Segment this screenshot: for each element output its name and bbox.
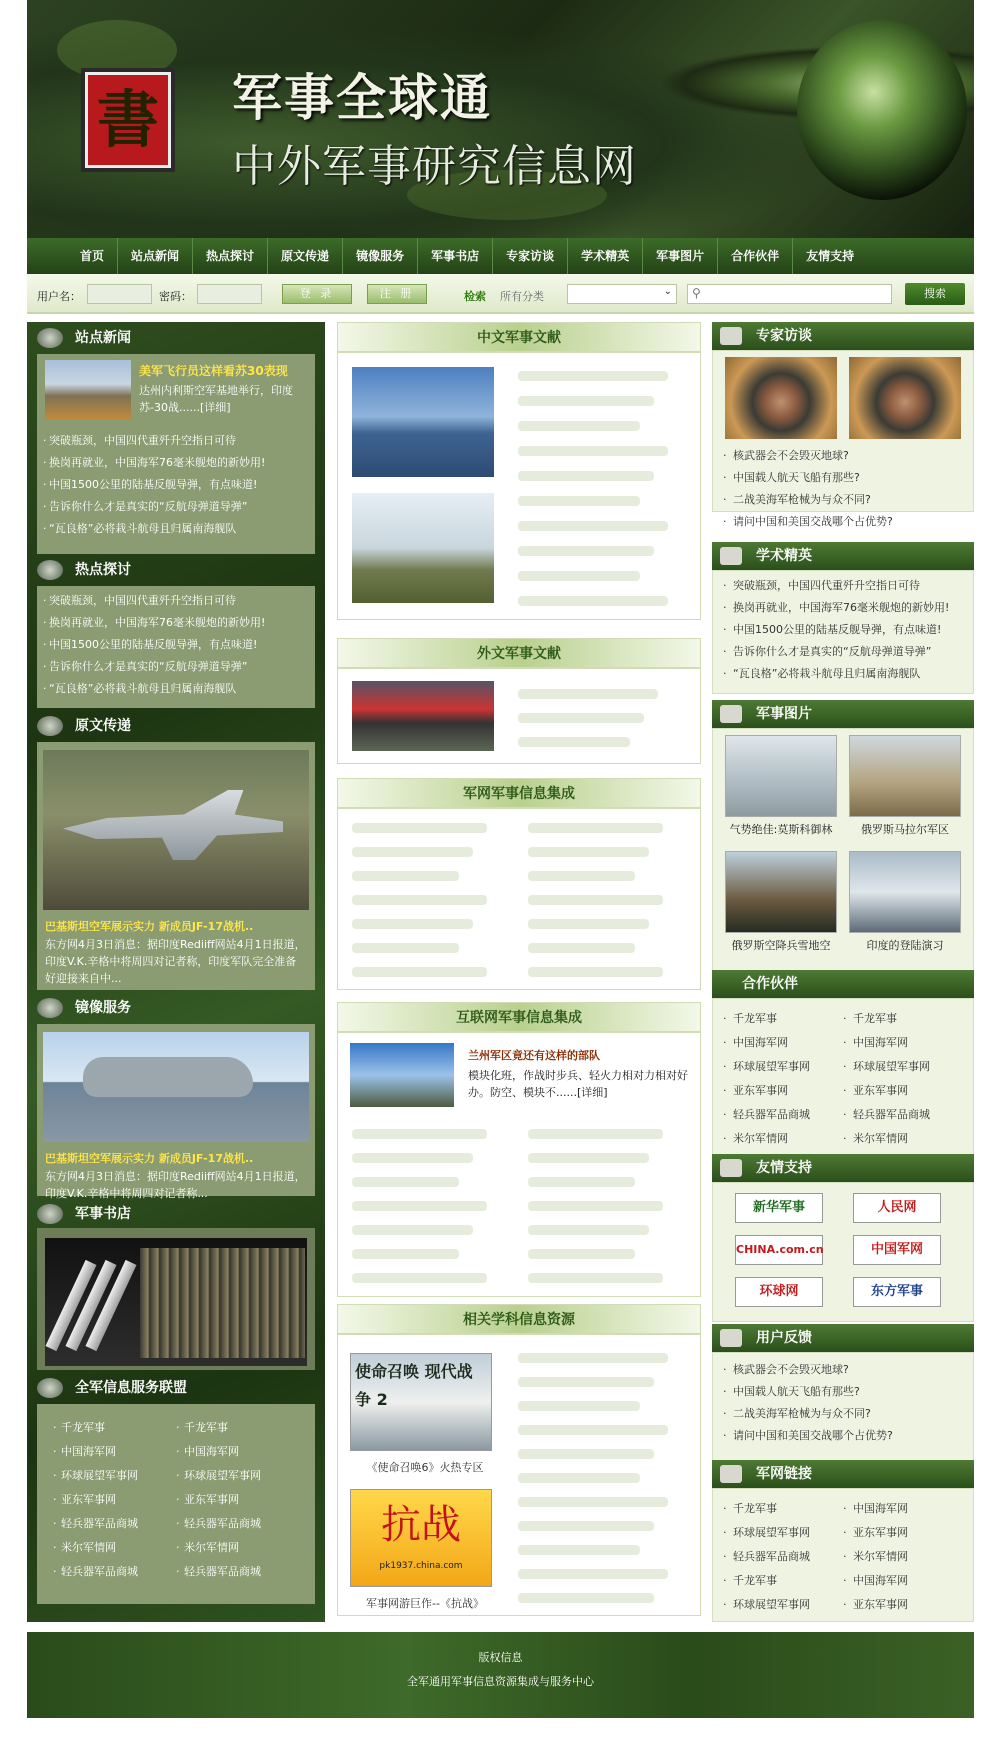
pic-caption[interactable]: 气势绝佳:莫斯科御林: [729, 823, 833, 836]
list-item[interactable]: · 中国1500公里的陆基反舰导弹，有点味道!: [713, 619, 973, 641]
expert-photo[interactable]: [849, 357, 961, 439]
friends-box: [712, 1182, 974, 1322]
register-button[interactable]: 注 册: [367, 284, 427, 304]
globe-image: [797, 20, 967, 200]
film-icon: [720, 547, 742, 565]
links-box: [712, 1488, 974, 1622]
doc-delivery-box: [37, 742, 315, 990]
blurred-text: [528, 895, 663, 905]
pic-caption[interactable]: 俄罗斯马拉尔军区: [861, 823, 949, 836]
doc-caption[interactable]: 巴基斯坦空军展示实力 新成员JF-17战机..: [45, 920, 254, 933]
link-item[interactable]: · 环球展望军事网: [176, 1464, 299, 1488]
partners-box: [712, 998, 974, 1168]
monitor-icon: [720, 1159, 742, 1177]
blurred-text: [528, 1249, 635, 1259]
crossed-swords-icon: [37, 560, 63, 580]
cn-docs-header[interactable]: 中文军事文献: [337, 322, 701, 352]
site-title: 军事全球通: [232, 69, 492, 127]
nav-bookstore[interactable]: 军事书店: [418, 238, 493, 274]
blurred-text: [528, 847, 649, 857]
pic-caption[interactable]: 印度的登陆演习: [866, 939, 944, 952]
bookstore-box: [37, 1228, 315, 1370]
friends-header: 友情支持: [712, 1154, 974, 1182]
blurred-text: [518, 1401, 640, 1411]
nav-elite[interactable]: 学术精英: [568, 238, 643, 274]
blurred-text: [352, 823, 487, 833]
middle-column: [337, 322, 701, 1622]
list-item[interactable]: · 告诉你什么才是真实的“反航母弹道导弹”: [43, 656, 309, 678]
blurred-text: [518, 421, 640, 431]
mirror-caption[interactable]: 巴基斯坦空军展示实力 新成员JF-17战机..: [45, 1152, 254, 1165]
list-item[interactable]: · 请问中国和美国交战哪个占优势?: [713, 511, 973, 533]
link-item[interactable]: · 轻兵器军品商城: [843, 1103, 963, 1127]
nav-expert[interactable]: 专家访谈: [493, 238, 568, 274]
list-item[interactable]: · 二战美海军枪械为与众不同?: [713, 489, 973, 511]
blurred-text: [528, 1201, 663, 1211]
mirror-header: 镜像服务: [27, 992, 325, 1024]
expert-header: 专家访谈: [712, 322, 974, 350]
link-item[interactable]: · 亚东军事网: [843, 1079, 963, 1103]
blurred-text: [518, 1425, 668, 1435]
links-header: 军网链接: [712, 1460, 974, 1488]
blurred-text: [352, 1225, 473, 1235]
friend-logo[interactable]: 东方军事: [853, 1277, 941, 1307]
list-item[interactable]: · “瓦良格”必将栽斗航母且归属南海舰队: [43, 678, 309, 700]
blurred-text: [518, 1593, 654, 1603]
link-item[interactable]: · 轻兵器军品商城: [723, 1545, 843, 1569]
feedback-box: [712, 1352, 974, 1462]
pic-thumb[interactable]: [725, 851, 837, 933]
list-item[interactable]: · 突破瓶颈，中国四代重歼升空指日可待: [713, 575, 973, 597]
link-item[interactable]: · 中国海军网: [53, 1440, 176, 1464]
missile-launcher-image[interactable]: [352, 493, 494, 603]
link-item[interactable]: · 环球展望军事网: [723, 1593, 843, 1617]
blurred-text: [518, 1377, 654, 1387]
nav-mirror[interactable]: 镜像服务: [343, 238, 418, 274]
expert-icon: [720, 327, 742, 345]
nav-friends[interactable]: 友情支持: [806, 249, 855, 263]
blurred-text: [518, 521, 668, 531]
blurred-text: [528, 919, 649, 929]
login-button[interactable]: 登 录: [282, 284, 352, 304]
foreign-docs-box: [337, 668, 701, 764]
aircraft-icon: [37, 716, 63, 736]
nav-hot-topics[interactable]: 热点探讨: [193, 238, 268, 274]
link-item[interactable]: · 轻兵器军品商城: [53, 1512, 176, 1536]
link-item[interactable]: · 中国海军网: [843, 1497, 963, 1521]
resource-box: [337, 1334, 701, 1616]
link-item[interactable]: · 米尔军情网: [723, 1127, 843, 1151]
friend-logo[interactable]: 新华军事: [735, 1193, 823, 1223]
jet-image[interactable]: [43, 750, 309, 910]
mirror-box: [37, 1024, 315, 1200]
link-item[interactable]: · 中国海军网: [176, 1440, 299, 1464]
category-label: 所有分类: [500, 290, 544, 303]
internet-box: [337, 1032, 701, 1297]
foreign-docs-header[interactable]: 外文军事文献: [337, 638, 701, 668]
blurred-text: [528, 943, 635, 953]
search-icon: ⚲: [692, 286, 701, 300]
link-item[interactable]: · 亚东军事网: [843, 1593, 963, 1617]
friend-logo[interactable]: 环球网: [735, 1277, 823, 1307]
username-input[interactable]: [87, 284, 152, 304]
link-item[interactable]: · 环球展望军事网: [843, 1055, 963, 1079]
blurred-text: [528, 823, 663, 833]
link-item[interactable]: · 中国海军网: [843, 1031, 963, 1055]
blurred-text: [528, 1273, 663, 1283]
link-item[interactable]: · 亚东军事网: [176, 1488, 299, 1512]
nav-pictures[interactable]: 军事图片: [643, 238, 718, 274]
hot-topics-header: 热点探讨: [27, 554, 325, 586]
copyright-label: 版权信息: [478, 1651, 523, 1664]
army-net-header[interactable]: 军网军事信息集成: [337, 778, 701, 808]
blurred-text: [528, 871, 635, 881]
internet-feature-desc: 模块化班，作战时步兵、轻火力相对力相对好办。防空、模块不......[详细]: [468, 1069, 688, 1099]
nav-site-news[interactable]: 站点新闻: [118, 238, 193, 274]
news-feature[interactable]: 美军飞行员这样看苏30表现 达州内利斯空军基地举行，印度苏-30战......[详细]: [43, 358, 309, 430]
resource-header[interactable]: 相关学科信息资源: [337, 1304, 701, 1334]
blurred-text: [352, 1153, 473, 1163]
username-label: 用户名：: [37, 290, 81, 303]
logo-seal: 書: [85, 72, 171, 168]
list-item[interactable]: · 换岗再就业，中国海军76毫米舰炮的新妙用!: [43, 452, 309, 474]
category-select[interactable]: [567, 284, 677, 304]
blurred-text: [518, 596, 668, 606]
link-item[interactable]: · 千龙军事: [843, 1007, 963, 1031]
blurred-text: [352, 1201, 487, 1211]
cn-docs-box: [337, 352, 701, 620]
list-item[interactable]: · 突破瓶颈，中国四代重歼升空指日可待: [43, 590, 309, 612]
nav-partners[interactable]: 合作伙伴: [718, 238, 793, 274]
link-item[interactable]: · 米尔军情网: [843, 1127, 963, 1151]
game-kangzhan-caption[interactable]: 军事网游巨作--《抗战》: [366, 1597, 484, 1610]
friend-logo[interactable]: 中国军网: [853, 1235, 941, 1265]
feedback-icon: [720, 1329, 742, 1347]
list-item[interactable]: · 中国载人航天飞船有那些?: [713, 1381, 973, 1403]
blurred-text: [518, 446, 668, 456]
alliance-header: 全军信息服务联盟: [27, 1372, 325, 1404]
password-input[interactable]: [197, 284, 262, 304]
globe-icon: [37, 998, 63, 1018]
link-item[interactable]: · 千龙军事: [723, 1007, 843, 1031]
books-image[interactable]: [45, 1238, 307, 1366]
game-cod-caption[interactable]: 《使命召唤6》火热专区: [366, 1461, 484, 1474]
expert-photo[interactable]: [725, 357, 837, 439]
feedback-header: 用户反馈: [712, 1324, 974, 1352]
game-cod-image[interactable]: 使命召唤 现代战争 2: [350, 1353, 492, 1451]
list-item[interactable]: · 核武器会不会毁灭地球?: [713, 1359, 973, 1381]
footer: [27, 1632, 974, 1718]
nav-doc-delivery[interactable]: 原文传递: [268, 238, 343, 274]
news-feature-image: [45, 360, 131, 420]
blurred-text: [528, 1129, 663, 1139]
army-net-box: [337, 808, 701, 990]
link-item[interactable]: · 亚东军事网: [843, 1521, 963, 1545]
left-column: [27, 322, 325, 1622]
game-kangzhan-image[interactable]: 抗战 pk1937.china.com: [350, 1489, 492, 1587]
elite-header: 学术精英: [712, 542, 974, 570]
pic-thumb[interactable]: [725, 735, 837, 817]
link-item[interactable]: · 中国海军网: [723, 1031, 843, 1055]
center-name: 全军通用军事信息资源集成与服务中心: [407, 1675, 594, 1688]
blurred-text: [518, 546, 654, 556]
mirror-desc: 东方网4月3日消息：据印度Rediiff网站4月1日报道，印度V.K.辛格中将周四对记者称...: [45, 1170, 306, 1200]
helicopter-image[interactable]: [43, 1032, 309, 1142]
blurred-text: [518, 1545, 640, 1555]
link-item[interactable]: · 中国海军网: [843, 1569, 963, 1593]
password-label: 密码：: [159, 290, 192, 303]
blurred-text: [518, 471, 654, 481]
blurred-text: [518, 1521, 654, 1531]
list-item[interactable]: · 告诉你什么才是真实的“反航母弹道导弹”: [713, 641, 973, 663]
friend-logo[interactable]: CHINA.com.cn: [735, 1235, 823, 1265]
list-item[interactable]: · 二战美海军枪械为与众不同?: [713, 1403, 973, 1425]
list-item[interactable]: · 换岗再就业，中国海军76毫米舰炮的新妙用!: [43, 612, 309, 634]
link-item[interactable]: · 环球展望军事网: [53, 1464, 176, 1488]
blurred-text: [352, 847, 473, 857]
link-item[interactable]: · 千龙军事: [53, 1416, 176, 1440]
blurred-text: [352, 1273, 487, 1283]
blurred-text: [518, 1569, 668, 1579]
link-item[interactable]: · 米尔军情网: [843, 1545, 963, 1569]
link-item[interactable]: · 千龙军事: [176, 1416, 299, 1440]
alliance-box: [37, 1404, 315, 1604]
search-input[interactable]: [687, 284, 892, 304]
blurred-text: [352, 943, 459, 953]
list-item[interactable]: · 中国1500公里的陆基反舰导弹，有点味道!: [43, 634, 309, 656]
link-item[interactable]: · 环球展望军事网: [723, 1055, 843, 1079]
nav-home[interactable]: 首页: [67, 238, 118, 274]
blurred-text: [528, 1177, 635, 1187]
blurred-text: [528, 1153, 649, 1163]
camera-icon: [720, 705, 742, 723]
main-nav: [27, 238, 974, 274]
list-item[interactable]: · “瓦良格”必将栽斗航母且归属南海舰队: [713, 663, 973, 685]
internet-header[interactable]: 互联网军事信息集成: [337, 1002, 701, 1032]
blurred-text: [518, 496, 640, 506]
expert-box: [712, 350, 974, 528]
blurred-text: [518, 1497, 668, 1507]
link-item[interactable]: · 环球展望军事网: [723, 1521, 843, 1545]
blurred-text: [518, 737, 630, 747]
blurred-text: [518, 1449, 654, 1459]
link-item[interactable]: · 轻兵器军品商城: [176, 1512, 299, 1536]
link-item[interactable]: · 轻兵器军品商城: [53, 1560, 176, 1584]
list-item[interactable]: · 换岗再就业，中国海军76毫米舰炮的新妙用!: [713, 597, 973, 619]
bookstore-header: 军事书店: [27, 1198, 325, 1230]
header-banner: [27, 0, 974, 238]
soldier-image[interactable]: [350, 1043, 454, 1107]
pic-caption[interactable]: 俄罗斯空降兵雪地空: [731, 939, 831, 952]
site-news-box: [37, 354, 315, 554]
keyboard-icon: [720, 1465, 742, 1483]
blurred-text: [528, 1225, 649, 1235]
pic-thumb[interactable]: [849, 735, 961, 817]
blurred-text: [352, 895, 487, 905]
list-item[interactable]: · 核武器会不会毁灭地球?: [713, 445, 973, 467]
list-item[interactable]: · 中国1500公里的陆基反舰导弹，有点味道!: [43, 474, 309, 496]
list-item[interactable]: · 请问中国和美国交战哪个占优势?: [713, 1425, 973, 1447]
link-item[interactable]: · 米尔军情网: [176, 1536, 299, 1560]
link-item[interactable]: · 轻兵器军品商城: [723, 1103, 843, 1127]
site-news-header: 站点新闻: [27, 322, 325, 354]
blurred-text: [518, 396, 654, 406]
blurred-text: [518, 371, 668, 381]
parade-image[interactable]: [352, 681, 494, 751]
blurred-text: [352, 967, 487, 977]
friend-logo[interactable]: 人民网: [853, 1193, 941, 1223]
blurred-text: [518, 1473, 640, 1483]
link-item[interactable]: · 千龙军事: [723, 1497, 843, 1521]
link-item[interactable]: · 米尔军情网: [53, 1536, 176, 1560]
pictures-header: 军事图片: [712, 700, 974, 728]
partners-header: 合作伙伴: [712, 970, 974, 998]
book-icon: [37, 1204, 63, 1224]
blurred-text: [352, 1249, 459, 1259]
link-item[interactable]: · 千龙军事: [723, 1569, 843, 1593]
chevron-down-icon: ⌄: [663, 286, 672, 297]
blurred-text: [528, 967, 663, 977]
pic-thumb[interactable]: [849, 851, 961, 933]
doc-desc: 东方网4月3日消息：据印度Rediiff网站4月1日报道，印度V.K.辛格中将周四对记者称，印度军队完全准备好迎接来自中...: [45, 938, 306, 985]
elite-box: [712, 570, 974, 694]
search-label: 检索: [464, 290, 486, 303]
blurred-text: [352, 871, 459, 881]
news-icon: [37, 328, 63, 348]
blurred-text: [518, 571, 640, 581]
login-bar: [27, 274, 974, 314]
hot-topics-box: [37, 586, 315, 708]
blurred-text: [352, 1129, 487, 1139]
list-item[interactable]: · 中国载人航天飞船有那些?: [713, 467, 973, 489]
link-item[interactable]: · 亚东军事网: [723, 1079, 843, 1103]
list-item[interactable]: · “瓦良格”必将栽斗航母且归属南海舰队: [43, 518, 309, 540]
list-item[interactable]: · 告诉你什么才是真实的“反航母弹道导弹”: [43, 496, 309, 518]
internet-feature-title[interactable]: 兰州军区竟还有这样的部队: [468, 1049, 600, 1062]
blurred-text: [518, 1353, 668, 1363]
search-button[interactable]: 搜索: [905, 283, 965, 305]
list-item[interactable]: · 突破瓶颈，中国四代重歼升空指日可待: [43, 430, 309, 452]
right-column: [712, 322, 974, 1622]
globe-icon: [37, 1378, 63, 1398]
blurred-text: [352, 1177, 459, 1187]
site-subtitle: 中外军事研究信息网: [232, 141, 637, 192]
carrier-image[interactable]: [352, 367, 494, 477]
blurred-text: [518, 713, 644, 723]
link-item[interactable]: · 轻兵器军品商城: [176, 1560, 299, 1584]
doc-delivery-header: 原文传递: [27, 710, 325, 742]
pictures-box: [712, 728, 974, 990]
link-item[interactable]: · 亚东军事网: [53, 1488, 176, 1512]
blurred-text: [518, 689, 658, 699]
blurred-text: [352, 919, 473, 929]
